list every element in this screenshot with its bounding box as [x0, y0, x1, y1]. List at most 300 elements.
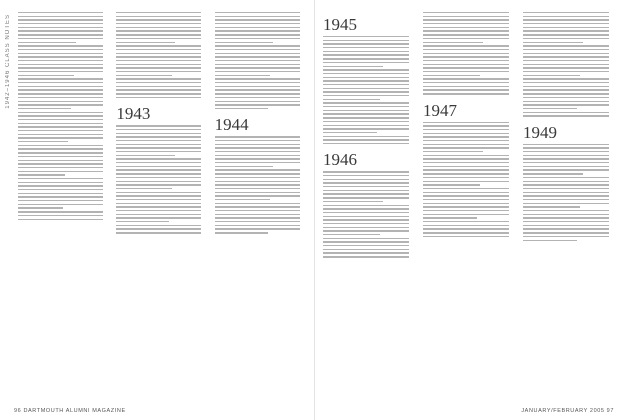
right-column-2: [423, 12, 516, 402]
class-notes-text: [215, 12, 306, 109]
text-line: [423, 169, 509, 170]
text-line: [18, 71, 103, 72]
text-line: [523, 199, 609, 200]
text-line: [215, 60, 300, 61]
text-line: [215, 64, 300, 65]
text-line: [215, 225, 300, 226]
text-line: [523, 225, 609, 226]
text-line: [323, 256, 409, 257]
text-line: [523, 158, 609, 159]
right-column-1: [323, 12, 416, 402]
text-line: [423, 133, 509, 134]
text-line: [523, 75, 580, 76]
text-line: [18, 215, 103, 216]
text-line: [116, 228, 201, 229]
text-line: [423, 225, 509, 226]
text-line: [523, 93, 609, 94]
text-line: [18, 207, 63, 208]
text-line: [215, 203, 300, 204]
text-line: [18, 211, 103, 212]
text-line: [523, 82, 609, 83]
text-line: [116, 199, 201, 200]
right-page: [314, 0, 628, 420]
text-line: [116, 27, 201, 28]
class-notes-text: [323, 36, 416, 144]
text-line: [18, 30, 103, 31]
text-line: [523, 104, 609, 105]
text-line: [523, 169, 609, 170]
text-line: [323, 143, 409, 144]
text-line: [423, 173, 509, 174]
text-line: [18, 67, 103, 68]
text-line: [116, 30, 201, 31]
text-line: [116, 144, 201, 145]
text-line: [423, 129, 509, 130]
text-line: [215, 12, 300, 13]
text-line: [523, 188, 609, 189]
text-line: [116, 56, 201, 57]
text-line: [423, 82, 509, 83]
text-line: [423, 158, 509, 159]
text-line: [523, 203, 609, 204]
text-line: [116, 203, 201, 204]
text-line: [323, 179, 409, 180]
text-line: [18, 56, 103, 57]
text-line: [116, 45, 201, 46]
class-notes-text: [423, 122, 516, 238]
text-line: [215, 56, 300, 57]
text-line: [215, 177, 300, 178]
text-line: [423, 147, 509, 148]
text-line: [116, 169, 201, 170]
text-line: [423, 78, 509, 79]
text-line: [18, 53, 103, 54]
text-line: [18, 196, 103, 197]
text-line: [18, 152, 103, 153]
text-line: [423, 199, 509, 200]
text-line: [323, 51, 409, 52]
text-line: [523, 42, 583, 43]
text-line: [323, 223, 409, 224]
text-line: [523, 12, 609, 13]
text-line: [523, 53, 609, 54]
text-line: [215, 232, 268, 233]
right-page-columns: [323, 12, 616, 402]
text-line: [523, 64, 609, 65]
text-line: [323, 36, 409, 37]
text-line: [423, 188, 509, 189]
text-line: [323, 216, 409, 217]
text-line: [423, 16, 509, 17]
right-page-folio: JANUARY/FEBRUARY 2005 97: [521, 408, 614, 414]
class-notes-text: [323, 171, 416, 257]
text-line: [423, 195, 509, 196]
text-line: [18, 112, 103, 113]
class-year-heading: 1947: [423, 100, 457, 120]
text-line: [116, 140, 201, 141]
text-line: [423, 228, 509, 229]
text-line: [423, 217, 477, 218]
text-line: [116, 188, 172, 189]
text-line: [323, 186, 409, 187]
text-line: [423, 56, 509, 57]
text-line: [423, 232, 509, 233]
text-line: [523, 112, 609, 113]
text-line: [323, 106, 409, 107]
text-line: [523, 67, 609, 68]
text-line: [18, 145, 103, 146]
text-line: [423, 86, 509, 87]
text-line: [116, 42, 174, 43]
text-line: [18, 42, 76, 43]
text-line: [423, 30, 509, 31]
left-page-folio: 96 DARTMOUTH ALUMNI MAGAZINE: [14, 408, 126, 414]
text-line: [423, 210, 509, 211]
text-line: [323, 238, 409, 239]
text-line: [323, 252, 409, 253]
text-line: [423, 181, 509, 182]
text-line: [523, 30, 609, 31]
left-column-1: [18, 12, 109, 402]
text-line: [523, 34, 609, 35]
text-line: [18, 16, 103, 17]
text-line: [523, 181, 609, 182]
text-line: [116, 125, 201, 126]
text-line: [323, 58, 409, 59]
text-line: [18, 45, 103, 46]
text-line: [116, 177, 201, 178]
text-line: [423, 27, 509, 28]
text-line: [323, 175, 409, 176]
text-line: [116, 93, 201, 94]
text-line: [116, 162, 201, 163]
text-line: [523, 210, 609, 211]
text-line: [423, 23, 509, 24]
text-line: [523, 115, 609, 116]
text-line: [116, 210, 201, 211]
text-line: [323, 54, 409, 55]
text-line: [116, 12, 201, 13]
text-line: [116, 192, 201, 193]
text-line: [215, 71, 300, 72]
text-line: [423, 203, 509, 204]
text-line: [523, 144, 609, 145]
text-line: [523, 19, 609, 20]
text-line: [523, 206, 580, 207]
text-line: [18, 78, 103, 79]
class-notes-text: [215, 136, 306, 233]
text-line: [323, 88, 409, 89]
left-column-2: [116, 12, 207, 402]
text-line: [323, 128, 409, 129]
text-line: [215, 104, 300, 105]
text-line: [323, 234, 380, 235]
text-line: [18, 38, 103, 39]
text-line: [323, 69, 409, 70]
text-line: [18, 101, 103, 102]
text-line: [423, 236, 509, 237]
text-line: [215, 89, 300, 90]
text-line: [523, 232, 609, 233]
text-line: [116, 49, 201, 50]
text-line: [423, 221, 509, 222]
text-line: [18, 148, 103, 149]
text-line: [523, 166, 609, 167]
text-line: [215, 195, 300, 196]
text-line: [116, 38, 201, 39]
text-line: [18, 108, 71, 109]
text-line: [18, 86, 103, 87]
text-line: [323, 201, 383, 202]
text-line: [116, 53, 201, 54]
class-year-heading: 1943: [116, 104, 151, 124]
text-line: [215, 49, 300, 50]
text-line: [215, 19, 300, 20]
text-line: [18, 156, 103, 157]
text-line: [523, 97, 609, 98]
text-line: [423, 53, 509, 54]
text-line: [323, 77, 409, 78]
text-line: [215, 42, 273, 43]
text-line: [18, 178, 103, 179]
text-line: [215, 151, 300, 152]
text-line: [215, 192, 300, 193]
text-line: [116, 34, 201, 35]
text-line: [18, 167, 103, 168]
text-line: [215, 162, 300, 163]
text-line: [423, 38, 509, 39]
text-line: [423, 71, 509, 72]
text-line: [423, 89, 509, 90]
text-line: [423, 214, 509, 215]
text-line: [116, 184, 201, 185]
text-line: [423, 125, 509, 126]
text-line: [523, 108, 577, 109]
text-line: [323, 95, 409, 96]
text-line: [523, 147, 609, 148]
text-line: [215, 136, 300, 137]
text-line: [18, 119, 103, 120]
text-line: [215, 210, 300, 211]
text-line: [116, 64, 201, 65]
text-line: [423, 64, 509, 65]
text-line: [523, 101, 609, 102]
text-line: [215, 78, 300, 79]
class-notes-text: [523, 144, 616, 241]
text-line: [215, 173, 300, 174]
text-line: [116, 67, 201, 68]
text-line: [116, 86, 201, 87]
text-line: [18, 89, 103, 90]
text-line: [116, 214, 201, 215]
text-line: [323, 230, 409, 231]
text-line: [116, 232, 201, 233]
class-notes-text: [523, 12, 616, 117]
text-line: [116, 217, 201, 218]
text-line: [523, 86, 609, 87]
text-line: [523, 49, 609, 50]
text-line: [323, 125, 409, 126]
text-line: [323, 102, 409, 103]
text-line: [18, 12, 103, 13]
text-line: [323, 212, 409, 213]
text-line: [323, 227, 409, 228]
right-column-3: [523, 12, 616, 402]
text-line: [423, 19, 509, 20]
text-line: [116, 151, 201, 152]
text-line: [116, 75, 172, 76]
text-line: [423, 93, 509, 94]
text-line: [523, 184, 609, 185]
text-line: [523, 236, 609, 237]
text-line: [423, 155, 509, 156]
text-line: [18, 200, 103, 201]
text-line: [215, 158, 300, 159]
text-line: [116, 195, 201, 196]
text-line: [18, 19, 103, 20]
text-line: [523, 173, 583, 174]
text-line: [523, 38, 609, 39]
text-line: [523, 16, 609, 17]
text-line: [18, 137, 103, 138]
text-line: [215, 147, 300, 148]
class-year-heading: 1944: [214, 115, 249, 135]
text-line: [323, 190, 409, 191]
text-line: [116, 78, 201, 79]
text-line: [423, 166, 509, 167]
text-line: [116, 129, 201, 130]
text-line: [423, 177, 509, 178]
text-line: [423, 206, 509, 207]
text-line: [18, 60, 103, 61]
text-line: [18, 130, 103, 131]
text-line: [215, 45, 300, 46]
text-line: [523, 56, 609, 57]
section-tab: 1942–1946 CLASS NOTES: [5, 14, 11, 109]
text-line: [18, 93, 103, 94]
text-line: [323, 47, 409, 48]
text-line: [18, 97, 103, 98]
text-line: [323, 132, 377, 133]
text-line: [523, 151, 609, 152]
text-line: [215, 217, 300, 218]
text-line: [215, 166, 273, 167]
text-line: [215, 38, 300, 39]
text-line: [215, 221, 300, 222]
text-line: [18, 160, 103, 161]
text-line: [323, 171, 409, 172]
text-line: [215, 228, 300, 229]
text-line: [116, 166, 201, 167]
class-notes-text: [18, 12, 109, 220]
text-line: [215, 53, 300, 54]
text-line: [18, 49, 103, 50]
text-line: [18, 171, 103, 172]
text-line: [323, 110, 409, 111]
text-line: [18, 141, 68, 142]
text-line: [523, 78, 609, 79]
text-line: [523, 155, 609, 156]
text-line: [323, 208, 409, 209]
text-line: [423, 136, 509, 137]
text-line: [523, 177, 609, 178]
text-line: [18, 204, 103, 205]
text-line: [423, 60, 509, 61]
text-line: [523, 162, 609, 163]
left-page-columns: [18, 12, 306, 402]
text-line: [323, 117, 409, 118]
text-line: [116, 71, 201, 72]
text-line: [18, 82, 103, 83]
text-line: [523, 192, 609, 193]
text-line: [18, 163, 103, 164]
text-line: [215, 140, 300, 141]
text-line: [523, 228, 609, 229]
text-line: [215, 184, 300, 185]
text-line: [323, 121, 409, 122]
text-line: [423, 151, 483, 152]
text-line: [215, 155, 300, 156]
text-line: [215, 199, 271, 200]
class-year-heading: 1949: [523, 122, 557, 142]
text-line: [523, 27, 609, 28]
text-line: [215, 97, 300, 98]
text-line: [523, 221, 609, 222]
text-line: [323, 182, 409, 183]
text-line: [523, 217, 609, 218]
text-line: [423, 162, 509, 163]
text-line: [215, 82, 300, 83]
text-line: [423, 34, 509, 35]
text-line: [18, 115, 103, 116]
text-line: [323, 197, 409, 198]
text-line: [323, 205, 409, 206]
text-line: [215, 27, 300, 28]
text-line: [116, 19, 201, 20]
text-line: [423, 75, 480, 76]
text-line: [116, 97, 201, 98]
text-line: [116, 16, 201, 17]
text-line: [215, 93, 300, 94]
text-line: [323, 66, 383, 67]
text-line: [323, 113, 409, 114]
text-line: [323, 136, 409, 137]
text-line: [215, 108, 268, 109]
class-notes-text: [423, 12, 516, 95]
text-line: [215, 75, 271, 76]
text-line: [116, 155, 174, 156]
text-line: [323, 249, 409, 250]
text-line: [215, 101, 300, 102]
text-line: [523, 214, 609, 215]
text-line: [523, 45, 609, 46]
text-line: [323, 91, 409, 92]
text-line: [523, 23, 609, 24]
text-line: [323, 84, 409, 85]
text-line: [116, 225, 201, 226]
text-line: [215, 23, 300, 24]
text-line: [18, 75, 74, 76]
text-line: [215, 86, 300, 87]
text-line: [323, 241, 409, 242]
text-line: [423, 45, 509, 46]
text-line: [423, 67, 509, 68]
text-line: [423, 49, 509, 50]
class-year-heading: 1946: [323, 150, 357, 170]
text-line: [215, 181, 300, 182]
text-line: [215, 34, 300, 35]
text-line: [215, 169, 300, 170]
